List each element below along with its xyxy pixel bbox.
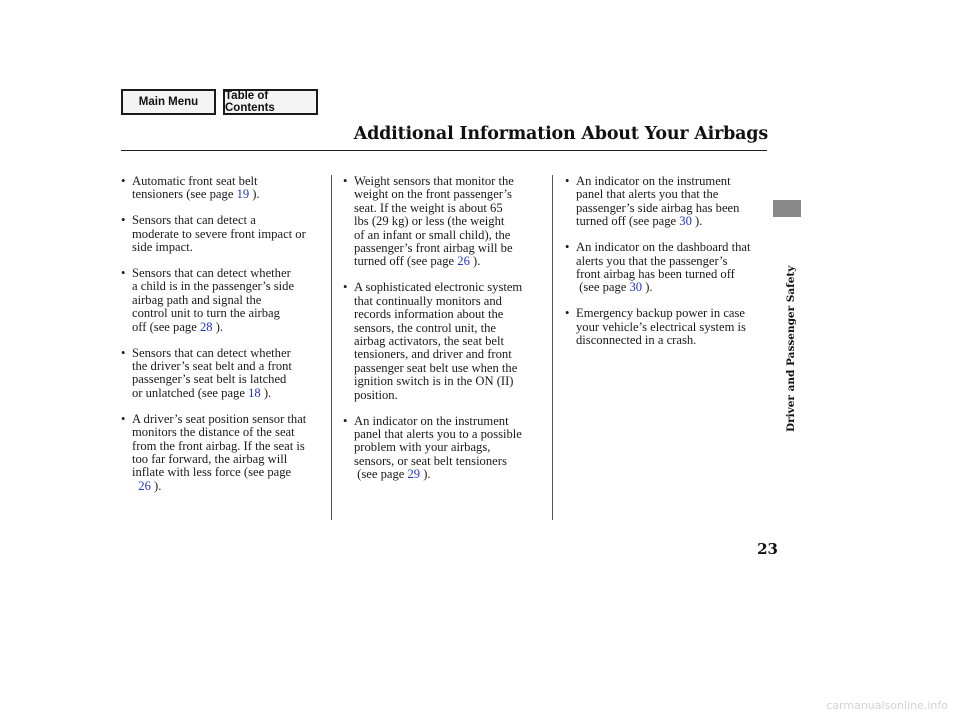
- bullet-text-line: [132, 480, 321, 493]
- section-label: Driver and Passenger Safety: [785, 265, 797, 432]
- bullet-text-line: ignition switch is in the ON (II): [354, 374, 514, 389]
- bullet-text-line: • Automatic front seat belt: [132, 174, 258, 188]
- bullet-text-suffix: ).: [260, 385, 272, 400]
- bullet-text-line: records information about the: [354, 307, 504, 322]
- page-title: Additional Information About Your Airbags: [353, 124, 768, 144]
- content-column-3: [565, 175, 765, 360]
- bullet-text: turned off (see page: [354, 254, 458, 269]
- bullet-text-line: disconnected in a crash.: [576, 333, 697, 348]
- page-reference-link[interactable]: 29: [407, 467, 421, 482]
- bullet-text-line: monitors the distance of the seat: [132, 425, 295, 440]
- bullet-text-line: inflate with less force (see page: [132, 465, 292, 480]
- watermark: carmanualsonline.info: [826, 699, 948, 712]
- bullet-text-line: • A sophisticated electronic system: [354, 280, 523, 295]
- bullet-item: [343, 175, 543, 269]
- main-menu-button[interactable]: Main Menu: [121, 89, 216, 115]
- bullet-text-line: lbs (29 kg) or less (the weight: [354, 214, 505, 229]
- bullet-text-line: [132, 188, 321, 201]
- bullet-text-line: [354, 255, 543, 268]
- bullet-item: [565, 175, 765, 229]
- bullet-text-suffix: ).: [249, 187, 260, 202]
- page-reference-link[interactable]: 30: [629, 280, 643, 295]
- bullet-text-suffix: ).: [212, 319, 224, 334]
- bullet-item: [343, 281, 543, 402]
- bullet-text-line: of an infant or small child), the: [354, 227, 511, 242]
- bullet-text-line: sensors, or seat belt tensioners: [354, 453, 507, 468]
- bullet-text-line: tensioners, and driver and front: [354, 347, 512, 362]
- title-divider: [121, 150, 767, 151]
- column-divider: [552, 175, 553, 520]
- bullet-text-line: • An indicator on the instrument: [576, 174, 731, 188]
- page-reference-link[interactable]: 26: [138, 478, 151, 493]
- bullet-text-line: weight on the front passenger’s: [354, 187, 512, 202]
- bullet-text-line: • Sensors that can detect whether: [132, 266, 291, 281]
- bullet-text-line: front airbag has been turned off: [576, 266, 735, 281]
- bullet-text-line: moderate to severe front impact or: [132, 226, 306, 241]
- bullet-text-line: from the front airbag. If the seat is: [132, 438, 305, 453]
- section-tab-marker: [773, 200, 801, 217]
- bullet-text-line: seat. If the weight is about 65: [354, 200, 503, 215]
- column-divider: [331, 175, 332, 520]
- bullet-text-line: your vehicle’s electrical system is: [576, 319, 746, 334]
- bullet-text: tensioners (see page: [132, 187, 237, 202]
- bullet-text-line: • A driver’s seat position sensor that: [132, 411, 307, 426]
- bullet-item: [121, 175, 321, 202]
- bullet-text-suffix: ).: [420, 467, 431, 482]
- bullet-text-line: • An indicator on the dashboard that: [576, 240, 751, 255]
- bullet-item: [121, 267, 321, 334]
- bullet-text-line: alerts you that the passenger’s: [576, 253, 728, 268]
- bullet-text-line: airbag path and signal the: [132, 292, 262, 307]
- bullet-text: or unlatched (see page: [132, 385, 249, 400]
- bullet-text-line: position.: [354, 387, 398, 402]
- bullet-text: (see page: [576, 280, 630, 295]
- bullet-text-line: [576, 281, 765, 294]
- bullet-text: turned off (see page: [576, 214, 680, 229]
- table-of-contents-button[interactable]: Table of Contents: [223, 89, 318, 115]
- bullet-item: [343, 415, 543, 482]
- bullet-text-line: the driver’s seat belt and a front: [132, 358, 292, 373]
- bullet-item: [565, 307, 765, 347]
- bullet-text-line: [132, 321, 321, 334]
- bullet-text-line: a child is in the passenger’s side: [132, 279, 295, 294]
- bullet-item: [121, 413, 321, 493]
- bullet-text: (see page: [354, 467, 408, 482]
- bullet-text: off (see page: [132, 319, 200, 334]
- bullet-text-line: • Sensors that can detect whether: [132, 345, 291, 360]
- bullet-text-suffix: ).: [642, 280, 653, 295]
- page-reference-link[interactable]: 19: [236, 187, 250, 202]
- bullet-text-line: panel that alerts you that the: [576, 187, 719, 202]
- bullet-text-line: passenger seat belt use when the: [354, 360, 518, 375]
- bullet-item: [121, 347, 321, 401]
- bullet-text-line: problem with your airbags,: [354, 440, 491, 455]
- bullet-text-line: passenger’s front airbag will be: [354, 241, 513, 256]
- bullet-item: [565, 241, 765, 295]
- bullet-text-line: [354, 468, 543, 481]
- bullet-text-line: passenger’s seat belt is latched: [132, 372, 287, 387]
- bullet-text-line: • Weight sensors that monitor the: [354, 174, 514, 188]
- bullet-text-line: control unit to turn the airbag: [132, 306, 280, 321]
- bullet-text-line: airbag activators, the seat belt: [354, 333, 505, 348]
- bullet-text-line: [132, 387, 321, 400]
- bullet-item: [121, 214, 321, 254]
- page-reference-link[interactable]: 26: [457, 254, 470, 269]
- bullet-text-line: that continually monitors and: [354, 293, 502, 308]
- bullet-text-line: • Emergency backup power in case: [576, 306, 746, 321]
- page-number: 23: [757, 540, 778, 558]
- page-reference-link[interactable]: 30: [679, 214, 692, 229]
- bullet-text-line: sensors, the control unit, the: [354, 320, 497, 335]
- bullet-text-line: • An indicator on the instrument: [354, 413, 509, 428]
- bullet-text-line: passenger’s side airbag has been: [576, 200, 740, 215]
- bullet-text-line: too far forward, the airbag will: [132, 451, 288, 466]
- bullet-text-line: side impact.: [132, 240, 193, 255]
- bullet-text-line: panel that alerts you to a possible: [354, 426, 522, 441]
- bullet-text-suffix: ).: [691, 214, 703, 229]
- bullet-text-line: [576, 215, 765, 228]
- bullet-text-line: • Sensors that can detect a: [132, 213, 256, 228]
- bullet-text-suffix: ).: [469, 254, 481, 269]
- page-reference-link[interactable]: 28: [199, 319, 213, 334]
- page-reference-link[interactable]: 18: [248, 385, 261, 400]
- content-column-1: [121, 175, 321, 506]
- bullet-text-suffix: ).: [150, 478, 162, 493]
- content-column-2: [343, 175, 543, 494]
